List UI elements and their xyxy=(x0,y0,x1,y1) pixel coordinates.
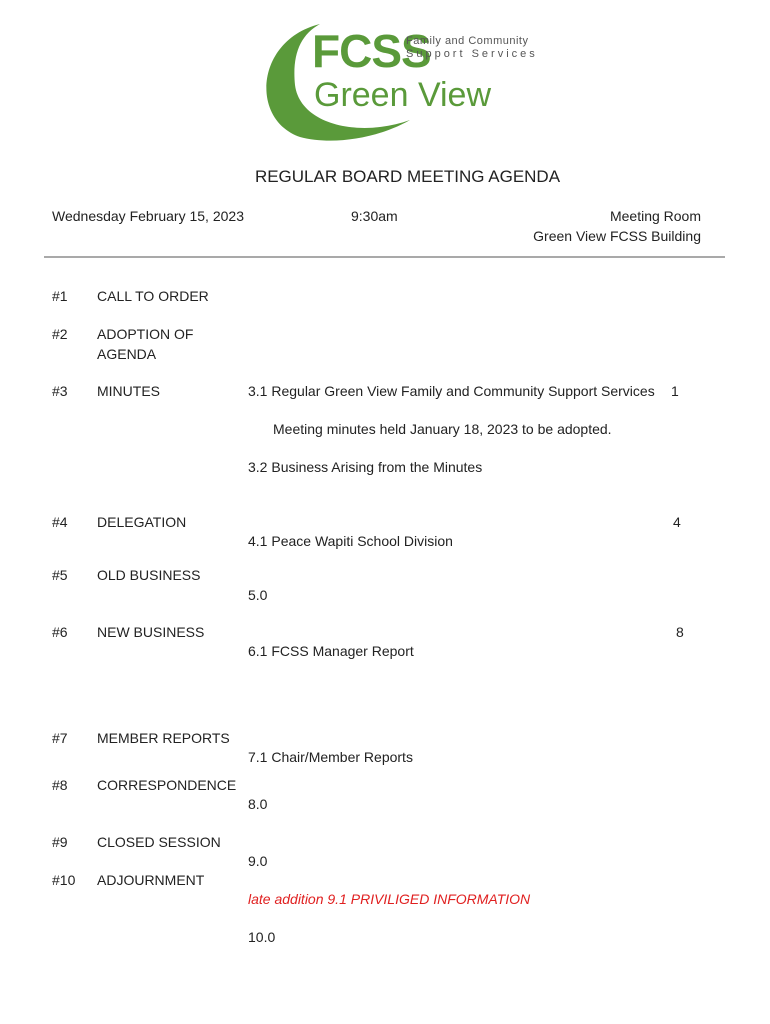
agenda-subitem: 7.1 Chair/Member Reports xyxy=(248,749,413,765)
logo-brand: FCSS xyxy=(312,25,431,77)
logo-line1: Family and Community xyxy=(406,35,529,47)
agenda-item-number: #8 xyxy=(52,777,68,793)
agenda-item-title: OLD BUSINESS xyxy=(97,567,201,583)
agenda-item-number: #7 xyxy=(52,730,68,746)
agenda-subitem: 4.1 Peace Wapiti School Division xyxy=(248,533,453,549)
agenda-item-number: #1 xyxy=(52,288,68,304)
agenda-page-ref: 8 xyxy=(676,624,684,640)
agenda-item-title-cont: AGENDA xyxy=(97,346,157,362)
agenda-subitem: 5.0 xyxy=(248,587,268,603)
meeting-location-room: Meeting Room xyxy=(609,208,701,224)
agenda-subitem: 3.1 Regular Green View Family and Community Support Services xyxy=(248,383,655,399)
agenda-subitem: 6.1 FCSS Manager Report xyxy=(248,643,414,659)
agenda-subitem: 9.0 xyxy=(248,853,268,869)
agenda-item-number: #6 xyxy=(52,624,68,640)
meeting-time: 9:30am xyxy=(351,208,398,224)
agenda-item-title: DELEGATION xyxy=(97,514,187,530)
agenda-subitem: 8.0 xyxy=(248,796,268,812)
meeting-location-building: Green View FCSS Building xyxy=(533,228,701,244)
header-divider xyxy=(44,256,725,258)
agenda-item-title: CALL TO ORDER xyxy=(97,288,209,304)
agenda-item-number: #9 xyxy=(52,834,68,850)
agenda-item-number: #5 xyxy=(52,567,68,583)
agenda-item-title: CORRESPONDENCE xyxy=(97,777,237,793)
page-title: REGULAR BOARD MEETING AGENDA xyxy=(254,167,561,186)
agenda-item-number: #2 xyxy=(52,326,68,342)
agenda-item-number: #4 xyxy=(52,514,68,530)
agenda-item-title: ADJOURNMENT xyxy=(97,872,205,888)
agenda-page-ref: 4 xyxy=(673,514,681,530)
agenda-item-title: NEW BUSINESS xyxy=(97,624,205,640)
agenda-item-title: MINUTES xyxy=(97,383,160,399)
meeting-date: Wednesday February 15, 2023 xyxy=(52,208,244,224)
agenda-page-ref: 1 xyxy=(671,383,679,399)
agenda-item-title: ADOPTION OF xyxy=(97,326,194,342)
agenda-subitem-cont: Meeting minutes held January 18, 2023 to be adopted. xyxy=(273,421,612,437)
agenda-item-title: MEMBER REPORTS xyxy=(97,730,230,746)
agenda-item-number: #3 xyxy=(52,383,68,399)
agenda-item-title: CLOSED SESSION xyxy=(97,834,221,850)
late-addition-note: late addition 9.1 PRIVILIGED INFORMATION xyxy=(248,891,531,907)
agenda-item-number: #10 xyxy=(52,872,76,888)
fcss-logo xyxy=(0,0,770,155)
logo-line3: Green View xyxy=(314,76,492,114)
logo-line2: Support Services xyxy=(406,48,538,60)
agenda-subitem: 3.2 Business Arising from the Minutes xyxy=(248,459,483,475)
agenda-subitem: 10.0 xyxy=(248,929,276,945)
